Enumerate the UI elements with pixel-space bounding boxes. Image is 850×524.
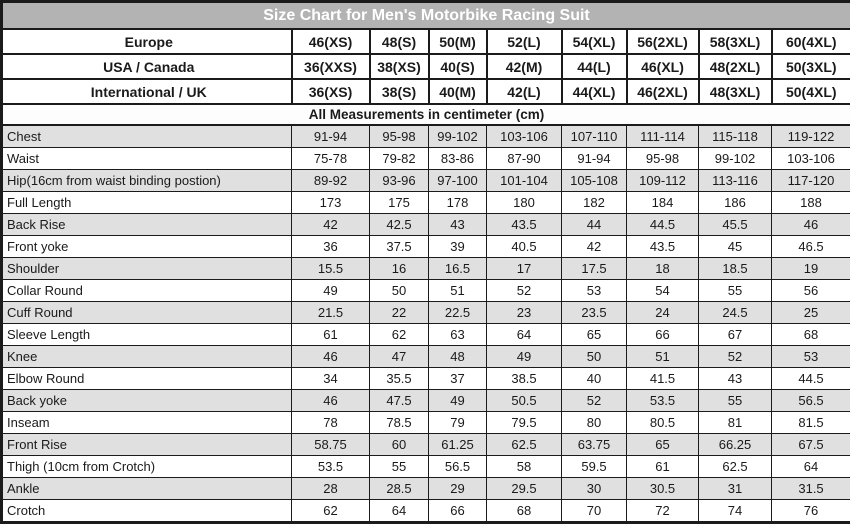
measurement-value-cell: 78.5 [370, 412, 429, 434]
measurement-value-cell: 60 [370, 434, 429, 456]
measurement-value-cell: 39 [429, 236, 487, 258]
measurement-value-cell: 79.5 [487, 412, 562, 434]
measurement-value-cell: 42 [562, 236, 627, 258]
measurement-label: Chest [2, 125, 292, 148]
measurement-value-cell: 53.5 [627, 390, 699, 412]
measurement-value-cell: 58 [487, 456, 562, 478]
measurement-unit-note: All Measurements in centimeter (cm) [2, 104, 850, 125]
measurement-value-cell: 43.5 [487, 214, 562, 236]
measurement-value-cell: 95-98 [627, 148, 699, 170]
measurement-value-cell: 15.5 [292, 258, 370, 280]
measurement-value-cell: 25 [772, 302, 850, 324]
measurement-row [2, 500, 850, 523]
measurement-row [2, 456, 850, 478]
measurement-value-cell: 21.5 [292, 302, 370, 324]
measurement-value-cell: 31 [699, 478, 772, 500]
measurement-value-cell: 99-102 [699, 148, 772, 170]
measurement-value-cell: 76 [772, 500, 850, 523]
measurement-row [2, 478, 850, 500]
measurement-value-cell: 99-102 [429, 125, 487, 148]
measurement-value-cell: 67 [699, 324, 772, 346]
measurement-value-cell: 63 [429, 324, 487, 346]
size-value-cell: 40(S) [429, 54, 487, 79]
measurement-value-cell: 113-116 [699, 170, 772, 192]
measurement-value-cell: 55 [699, 390, 772, 412]
measurement-value-cell: 68 [772, 324, 850, 346]
measurement-value-cell: 46 [292, 346, 370, 368]
size-header-row [2, 29, 850, 54]
measurement-value-cell: 49 [487, 346, 562, 368]
measurement-label: Elbow Round [2, 368, 292, 390]
measurement-value-cell: 178 [429, 192, 487, 214]
measurement-value-cell: 105-108 [562, 170, 627, 192]
measurement-value-cell: 81.5 [772, 412, 850, 434]
measurement-value-cell: 18.5 [699, 258, 772, 280]
measurement-value-cell: 78 [292, 412, 370, 434]
measurement-value-cell: 49 [292, 280, 370, 302]
size-value-cell: 42(M) [487, 54, 562, 79]
measurement-label: Back Rise [2, 214, 292, 236]
measurement-label: Knee [2, 346, 292, 368]
measurement-value-cell: 44.5 [772, 368, 850, 390]
measurement-value-cell: 29.5 [487, 478, 562, 500]
size-value-cell: 36(XXS) [292, 54, 370, 79]
measurement-label: Inseam [2, 412, 292, 434]
measurement-value-cell: 93-96 [370, 170, 429, 192]
measurement-value-cell: 28.5 [370, 478, 429, 500]
measurement-value-cell: 117-120 [772, 170, 850, 192]
measurement-value-cell: 47 [370, 346, 429, 368]
measurement-value-cell: 54 [627, 280, 699, 302]
measurement-value-cell: 188 [772, 192, 850, 214]
region-label: Europe [2, 29, 292, 54]
size-value-cell: 48(3XL) [699, 79, 772, 104]
measurement-value-cell: 40.5 [487, 236, 562, 258]
measurement-label: Ankle [2, 478, 292, 500]
measurement-row [2, 236, 850, 258]
measurement-value-cell: 175 [370, 192, 429, 214]
measurement-value-cell: 109-112 [627, 170, 699, 192]
measurement-row [2, 125, 850, 148]
measurement-value-cell: 61 [292, 324, 370, 346]
measurement-value-cell: 24 [627, 302, 699, 324]
measurement-value-cell: 50 [562, 346, 627, 368]
measurement-value-cell: 43 [699, 368, 772, 390]
measurement-row [2, 324, 850, 346]
measurement-value-cell: 16 [370, 258, 429, 280]
measurement-label: Thigh (10cm from Crotch) [2, 456, 292, 478]
measurement-row [2, 390, 850, 412]
measurement-row [2, 192, 850, 214]
measurement-value-cell: 55 [370, 456, 429, 478]
size-value-cell: 36(XS) [292, 79, 370, 104]
size-value-cell: 46(2XL) [627, 79, 699, 104]
measurement-value-cell: 66 [627, 324, 699, 346]
size-value-cell: 56(2XL) [627, 29, 699, 54]
measurement-value-cell: 46 [772, 214, 850, 236]
size-value-cell: 50(4XL) [772, 79, 850, 104]
measurement-value-cell: 37.5 [370, 236, 429, 258]
measurement-value-cell: 52 [487, 280, 562, 302]
measurement-value-cell: 53 [562, 280, 627, 302]
measurement-value-cell: 44.5 [627, 214, 699, 236]
measurement-value-cell: 89-92 [292, 170, 370, 192]
measurement-value-cell: 75-78 [292, 148, 370, 170]
measurement-value-cell: 51 [627, 346, 699, 368]
size-value-cell: 44(XL) [562, 79, 627, 104]
measurement-value-cell: 80 [562, 412, 627, 434]
measurement-value-cell: 56.5 [429, 456, 487, 478]
size-value-cell: 50(M) [429, 29, 487, 54]
size-value-cell: 38(S) [370, 79, 429, 104]
measurement-value-cell: 44 [562, 214, 627, 236]
measurement-value-cell: 91-94 [562, 148, 627, 170]
measurement-value-cell: 42.5 [370, 214, 429, 236]
measurement-label: Back yoke [2, 390, 292, 412]
measurement-value-cell: 103-106 [487, 125, 562, 148]
size-value-cell: 48(S) [370, 29, 429, 54]
measurement-value-cell: 182 [562, 192, 627, 214]
size-value-cell: 46(XL) [627, 54, 699, 79]
measurement-value-cell: 66 [429, 500, 487, 523]
size-value-cell: 54(XL) [562, 29, 627, 54]
measurement-value-cell: 83-86 [429, 148, 487, 170]
measurement-value-cell: 115-118 [699, 125, 772, 148]
measurement-value-cell: 58.75 [292, 434, 370, 456]
measurement-value-cell: 18 [627, 258, 699, 280]
measurement-value-cell: 67.5 [772, 434, 850, 456]
measurement-row [2, 214, 850, 236]
measurement-value-cell: 95-98 [370, 125, 429, 148]
measurement-value-cell: 45 [699, 236, 772, 258]
measurement-value-cell: 62 [292, 500, 370, 523]
measurements-body [2, 125, 850, 523]
measurement-value-cell: 56 [772, 280, 850, 302]
size-value-cell: 44(L) [562, 54, 627, 79]
measurement-value-cell: 47.5 [370, 390, 429, 412]
measurement-label: Collar Round [2, 280, 292, 302]
measurement-value-cell: 87-90 [487, 148, 562, 170]
measurement-value-cell: 56.5 [772, 390, 850, 412]
region-label: International / UK [2, 79, 292, 104]
measurement-row [2, 368, 850, 390]
measurement-value-cell: 59.5 [562, 456, 627, 478]
measurement-value-cell: 16.5 [429, 258, 487, 280]
size-value-cell: 42(L) [487, 79, 562, 104]
measurement-value-cell: 79 [429, 412, 487, 434]
measurement-value-cell: 97-100 [429, 170, 487, 192]
measurement-row [2, 434, 850, 456]
measurement-value-cell: 42 [292, 214, 370, 236]
measurement-value-cell: 107-110 [562, 125, 627, 148]
measurement-value-cell: 23.5 [562, 302, 627, 324]
measurement-value-cell: 72 [627, 500, 699, 523]
measurement-row [2, 170, 850, 192]
measurement-label: Full Length [2, 192, 292, 214]
measurement-value-cell: 51 [429, 280, 487, 302]
measurement-value-cell: 35.5 [370, 368, 429, 390]
size-value-cell: 48(2XL) [699, 54, 772, 79]
measurement-value-cell: 43 [429, 214, 487, 236]
measurement-value-cell: 64 [487, 324, 562, 346]
measurement-value-cell: 80.5 [627, 412, 699, 434]
measurement-value-cell: 70 [562, 500, 627, 523]
measurement-value-cell: 184 [627, 192, 699, 214]
measurement-value-cell: 38.5 [487, 368, 562, 390]
measurement-label: Sleeve Length [2, 324, 292, 346]
measurement-value-cell: 19 [772, 258, 850, 280]
size-value-cell: 38(XS) [370, 54, 429, 79]
measurement-value-cell: 111-114 [627, 125, 699, 148]
measurement-value-cell: 17.5 [562, 258, 627, 280]
measurement-label: Shoulder [2, 258, 292, 280]
size-value-cell: 46(XS) [292, 29, 370, 54]
measurement-value-cell: 28 [292, 478, 370, 500]
measurement-value-cell: 46.5 [772, 236, 850, 258]
measurement-value-cell: 50.5 [487, 390, 562, 412]
measurement-value-cell: 17 [487, 258, 562, 280]
measurement-value-cell: 36 [292, 236, 370, 258]
measurement-value-cell: 52 [562, 390, 627, 412]
measurement-value-cell: 46 [292, 390, 370, 412]
measurement-value-cell: 74 [699, 500, 772, 523]
measurement-value-cell: 43.5 [627, 236, 699, 258]
size-value-cell: 60(4XL) [772, 29, 850, 54]
measurement-value-cell: 50 [370, 280, 429, 302]
measurement-value-cell: 40 [562, 368, 627, 390]
note-row [2, 104, 850, 125]
measurement-value-cell: 30 [562, 478, 627, 500]
measurement-value-cell: 62.5 [699, 456, 772, 478]
size-header-row [2, 79, 850, 104]
size-header-body [2, 29, 850, 104]
measurement-value-cell: 45.5 [699, 214, 772, 236]
measurement-value-cell: 49 [429, 390, 487, 412]
chart-title: Size Chart for Men's Motorbike Racing Suit [2, 2, 850, 30]
measurement-value-cell: 48 [429, 346, 487, 368]
measurement-value-cell: 180 [487, 192, 562, 214]
measurement-value-cell: 103-106 [772, 148, 850, 170]
measurement-value-cell: 61 [627, 456, 699, 478]
measurement-value-cell: 63.75 [562, 434, 627, 456]
measurement-value-cell: 64 [370, 500, 429, 523]
measurement-label: Waist [2, 148, 292, 170]
measurement-row [2, 302, 850, 324]
measurement-value-cell: 37 [429, 368, 487, 390]
measurement-value-cell: 65 [627, 434, 699, 456]
measurement-value-cell: 101-104 [487, 170, 562, 192]
measurement-value-cell: 23 [487, 302, 562, 324]
measurement-label: Hip(16cm from waist binding postion) [2, 170, 292, 192]
measurement-label: Front yoke [2, 236, 292, 258]
measurement-value-cell: 53.5 [292, 456, 370, 478]
measurement-row [2, 280, 850, 302]
measurement-value-cell: 30.5 [627, 478, 699, 500]
measurement-value-cell: 53 [772, 346, 850, 368]
measurement-label: Cuff Round [2, 302, 292, 324]
measurement-value-cell: 66.25 [699, 434, 772, 456]
measurement-value-cell: 41.5 [627, 368, 699, 390]
measurement-value-cell: 62 [370, 324, 429, 346]
measurement-value-cell: 62.5 [487, 434, 562, 456]
measurement-label: Front Rise [2, 434, 292, 456]
measurement-value-cell: 173 [292, 192, 370, 214]
size-value-cell: 52(L) [487, 29, 562, 54]
size-value-cell: 58(3XL) [699, 29, 772, 54]
size-header-row [2, 54, 850, 79]
size-value-cell: 40(M) [429, 79, 487, 104]
measurement-row [2, 148, 850, 170]
measurement-value-cell: 91-94 [292, 125, 370, 148]
measurement-value-cell: 119-122 [772, 125, 850, 148]
measurement-value-cell: 29 [429, 478, 487, 500]
title-row [2, 2, 850, 30]
measurement-value-cell: 24.5 [699, 302, 772, 324]
measurement-row [2, 346, 850, 368]
measurement-value-cell: 65 [562, 324, 627, 346]
measurement-value-cell: 186 [699, 192, 772, 214]
measurement-value-cell: 68 [487, 500, 562, 523]
measurement-value-cell: 81 [699, 412, 772, 434]
measurement-value-cell: 79-82 [370, 148, 429, 170]
measurement-value-cell: 61.25 [429, 434, 487, 456]
measurement-row [2, 258, 850, 280]
measurement-label: Crotch [2, 500, 292, 523]
measurement-value-cell: 31.5 [772, 478, 850, 500]
measurement-value-cell: 55 [699, 280, 772, 302]
measurement-value-cell: 22 [370, 302, 429, 324]
measurement-row [2, 412, 850, 434]
measurement-value-cell: 22.5 [429, 302, 487, 324]
region-label: USA / Canada [2, 54, 292, 79]
measurement-value-cell: 64 [772, 456, 850, 478]
measurement-value-cell: 52 [699, 346, 772, 368]
measurement-value-cell: 34 [292, 368, 370, 390]
size-value-cell: 50(3XL) [772, 54, 850, 79]
